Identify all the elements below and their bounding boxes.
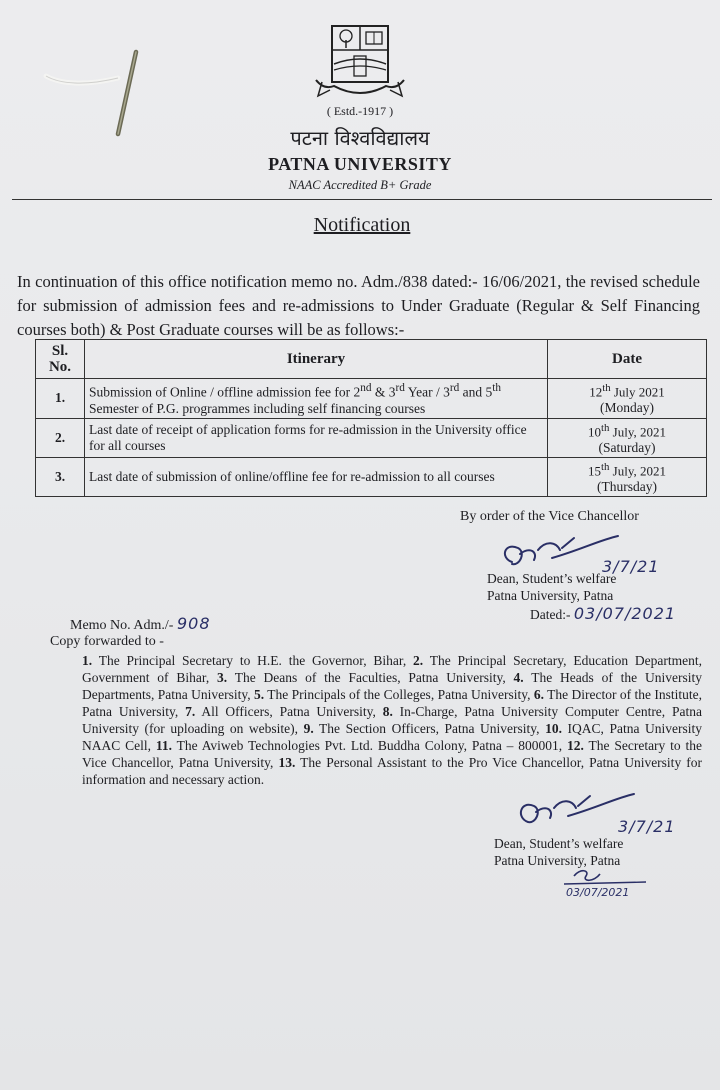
row-date: 12th July 2021 (Monday) — [548, 379, 707, 419]
by-order-line: By order of the Vice Chancellor — [460, 509, 639, 524]
signature-date: 3/7/21 — [602, 557, 660, 576]
schedule-table — [35, 339, 707, 497]
dated-line — [530, 604, 676, 623]
header-sl-no: Sl. No. — [36, 340, 85, 379]
table-header-row — [36, 340, 707, 379]
dated-value: 03/07/2021 — [573, 604, 677, 623]
header-divider — [12, 199, 712, 200]
signatory-designation: Dean, Student’s welfare — [487, 571, 617, 586]
row-sl: 1. — [36, 379, 85, 419]
accreditation-line: NAAC Accredited B+ Grade — [288, 178, 432, 192]
header-date: Date — [548, 340, 707, 379]
recipient-list: 1. The Principal Secretary to H.E. the Governor, Bihar, 2. The Principal Secretary, Education Department, Government of Bihar, 3. The Deans of the Faculties, Patna University, 4. The Heads of the University Departments, Patna University, 5. The Principals of the Colleges, Patna University, 6. The Director of the Institute, Patna University, 7. All Officers, Patna University, 8. In-Charge, Patna University Computer Centre, Patna University (for uploading on website), 9. The Section Officers, Patna University, 10. IQAC, Patna University NAAC Cell, 11. The Aviweb Technologies Pvt. Ltd. Buddha Colony, Patna – 800001, 12. The Secretary to the Vice Chancellor, Patna University, 13. The Personal Assistant to the Pro Vice Chancellor, Patna University for information and necessary action. — [82, 653, 703, 787]
stamp-date: 03/07/2021 — [566, 886, 630, 899]
signature-icon — [510, 782, 700, 838]
memo-number-line — [70, 614, 211, 634]
row-itinerary: Last date of receipt of application forms for re-admission in the University office for all courses — [85, 418, 548, 457]
university-name: PATNA UNIVERSITY — [268, 154, 452, 174]
signatory-institution: Patna University, Patna — [494, 853, 621, 868]
intro-paragraph: In continuation of this office notification memo no. Adm./838 dated:- 16/06/2021, the revised schedule for submission of admission fees and re-admissions to Under Graduate (Regular & Self Financing courses both) & Post Graduate courses will be as follows:- — [17, 272, 700, 339]
initials-stamp-icon — [560, 862, 650, 900]
copy-forwarded-label: Copy forwarded to - — [50, 634, 164, 649]
row-date: 15th July, 2021 (Thursday) — [548, 457, 707, 496]
row-itinerary: Last date of submission of online/offline fee for re-admission to all courses — [85, 457, 548, 496]
notification-title: Notification — [313, 214, 411, 236]
table-row — [36, 457, 707, 496]
university-name-hindi: पटना विश्वविद्यालय — [290, 126, 430, 150]
row-sl: 3. — [36, 457, 85, 496]
memo-number: 908 — [176, 614, 211, 633]
signatory-block — [487, 570, 616, 604]
dated-label: Dated:- — [530, 607, 571, 622]
header-itinerary: Itinerary — [85, 340, 548, 379]
established-year: ( Estd.-1917 ) — [326, 104, 394, 118]
row-date: 10th July, 2021 (Saturday) — [548, 418, 707, 457]
row-sl: 2. — [36, 418, 85, 457]
signatory-designation: Dean, Student’s welfare — [494, 836, 624, 851]
signature-date: 3/7/21 — [618, 817, 676, 836]
signatory-institution: Patna University, Patna — [487, 588, 614, 603]
university-emblem-icon — [314, 24, 406, 104]
table-row — [36, 418, 707, 457]
table-row — [36, 379, 707, 419]
row-itinerary: Submission of Online / offline admission fee for 2nd & 3rd Year / 3rd and 5th Semester of P.G. programmes including self financing courses — [85, 379, 548, 419]
memo-label: Memo No. Adm./- — [70, 618, 174, 633]
